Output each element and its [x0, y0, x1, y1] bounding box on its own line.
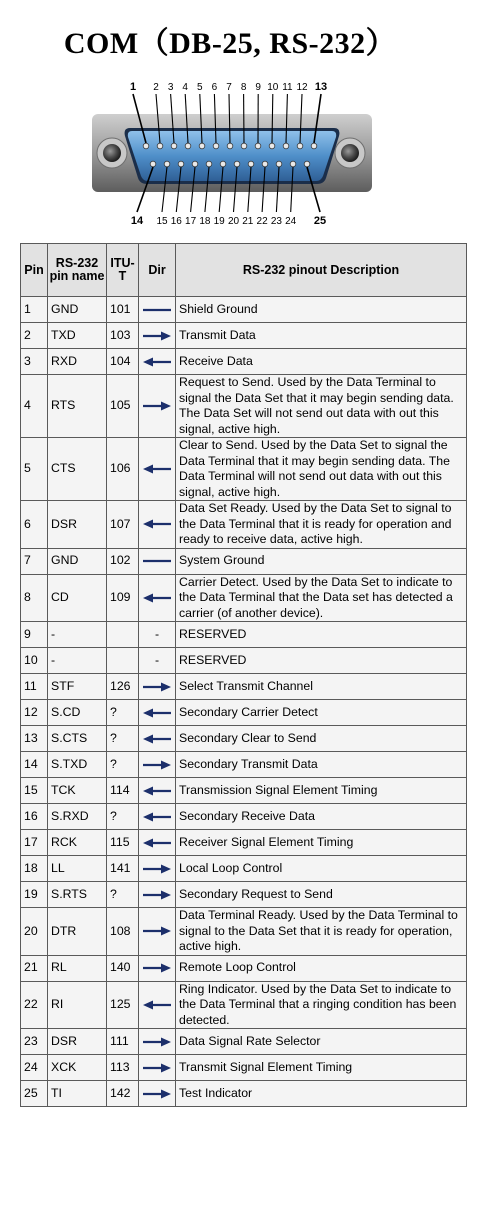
description-cell: Request to Send. Used by the Data Terminal to signal the Data Set that it may begin sending data. The Data Set will not send out data with out this signal, active high. [176, 375, 467, 438]
page-title: COM（DB-25, RS-232） [63, 27, 397, 60]
pin-number-cell: 15 [21, 778, 48, 804]
table-row [21, 375, 467, 438]
pin-hole [213, 143, 219, 149]
pin-hole [297, 143, 303, 149]
pin-label-top: 4 [182, 82, 188, 93]
direction-cell [139, 1029, 176, 1055]
description-cell: Select Transmit Channel [176, 674, 467, 700]
direction-cell [139, 323, 176, 349]
itu-t-cell: ? [107, 804, 139, 830]
pin-name-cell: CD [48, 574, 107, 622]
description-cell: Ring Indicator. Used by the Data Set to indicate to the Data Terminal that a ringing condition has been detected. [176, 981, 467, 1029]
direction-cell [139, 830, 176, 856]
pin-hole [150, 161, 156, 167]
description-cell: Data Signal Rate Selector [176, 1029, 467, 1055]
direction-cell: - [139, 622, 176, 648]
itu-t-cell: 107 [107, 501, 139, 549]
itu-t-cell: ? [107, 726, 139, 752]
itu-t-cell [107, 622, 139, 648]
direction-cell [139, 726, 176, 752]
direction-cell [139, 856, 176, 882]
description-cell: Receiver Signal Element Timing [176, 830, 467, 856]
pin-number-cell: 25 [21, 1081, 48, 1107]
pin-label-top: 10 [267, 82, 279, 93]
pin-hole [199, 143, 205, 149]
pin-hole [269, 143, 275, 149]
pin-hole [234, 161, 240, 167]
direction-cell [139, 1055, 176, 1081]
direction-cell [139, 349, 176, 375]
table-row [21, 622, 467, 648]
table-row [21, 882, 467, 908]
itu-t-cell: ? [107, 700, 139, 726]
left-screw-hole [103, 144, 121, 162]
pin-number-cell: 16 [21, 804, 48, 830]
itu-t-cell: 109 [107, 574, 139, 622]
pin-number-cell: 3 [21, 349, 48, 375]
pin-label-bottom: 18 [199, 216, 211, 227]
direction-cell [139, 674, 176, 700]
pin-label-top: 9 [255, 82, 261, 93]
description-cell: RESERVED [176, 622, 467, 648]
pin-hole [185, 143, 191, 149]
description-cell: Transmission Signal Element Timing [176, 778, 467, 804]
itu-t-cell: 142 [107, 1081, 139, 1107]
arrow-right-icon [142, 401, 172, 411]
pin-hole [192, 161, 198, 167]
pin-number-cell: 11 [21, 674, 48, 700]
arrow-right-icon [142, 963, 172, 973]
pin-label-top: 12 [296, 82, 308, 93]
pin-hole [164, 161, 170, 167]
pin-name-cell: DTR [48, 908, 107, 956]
pin-name-cell: RCK [48, 830, 107, 856]
pin-hole [178, 161, 184, 167]
pin-number-cell: 20 [21, 908, 48, 956]
itu-t-cell: 104 [107, 349, 139, 375]
pin-hole [220, 161, 226, 167]
pin-hole [227, 143, 233, 149]
table-row [21, 349, 467, 375]
itu-t-cell: 115 [107, 830, 139, 856]
pin-name-cell: TI [48, 1081, 107, 1107]
pin-label-bottom: 25 [313, 215, 327, 227]
arrow-right-icon [142, 1063, 172, 1073]
pin-number-cell: 9 [21, 622, 48, 648]
pin-hole [262, 161, 268, 167]
header-description: RS-232 pinout Description [176, 244, 467, 297]
direction-cell [139, 297, 176, 323]
table-row [21, 804, 467, 830]
pin-label-bottom: 17 [185, 216, 197, 227]
pin-name-cell: DSR [48, 501, 107, 549]
pin-number-cell: 17 [21, 830, 48, 856]
pin-name-cell: TXD [48, 323, 107, 349]
header-pin: Pin [21, 244, 48, 297]
bidirectional-line-icon [142, 556, 172, 566]
pin-number-cell: 4 [21, 375, 48, 438]
table-header-row [21, 244, 467, 297]
table-row [21, 1081, 467, 1107]
pin-hole [248, 161, 254, 167]
description-cell: Secondary Request to Send [176, 882, 467, 908]
direction-cell [139, 778, 176, 804]
direction-cell [139, 981, 176, 1029]
description-cell: Test Indicator [176, 1081, 467, 1107]
pin-number-cell: 22 [21, 981, 48, 1029]
pin-label-top: 6 [211, 82, 218, 93]
table-row [21, 574, 467, 622]
table-row [21, 908, 467, 956]
description-cell: Secondary Receive Data [176, 804, 467, 830]
direction-cell [139, 882, 176, 908]
table-row [21, 674, 467, 700]
itu-t-cell: 101 [107, 297, 139, 323]
direction-cell [139, 501, 176, 549]
pin-name-cell: RL [48, 955, 107, 981]
table-row [21, 548, 467, 574]
pin-label-top: 1 [129, 81, 137, 93]
itu-t-cell: 111 [107, 1029, 139, 1055]
itu-t-cell: 141 [107, 856, 139, 882]
pin-name-cell: S.CTS [48, 726, 107, 752]
pin-number-cell: 10 [21, 648, 48, 674]
description-cell: Clear to Send. Used by the Data Set to signal the Data Terminal that it may begin sending data. The Data Terminal will not send out data with out this signal, active high. [176, 438, 467, 501]
table-row [21, 726, 467, 752]
direction-cell [139, 574, 176, 622]
table-row [21, 981, 467, 1029]
pin-label-bottom: 23 [270, 216, 282, 227]
pin-number-cell: 8 [21, 574, 48, 622]
arrow-right-icon [142, 864, 172, 874]
pin-name-cell: - [48, 648, 107, 674]
pin-hole [290, 161, 296, 167]
pin-name-cell: CTS [48, 438, 107, 501]
description-cell: Local Loop Control [176, 856, 467, 882]
table-row [21, 700, 467, 726]
arrow-left-icon [142, 593, 172, 603]
arrow-right-icon [142, 890, 172, 900]
table-row [21, 438, 467, 501]
pin-hole [157, 143, 163, 149]
pin-hole [283, 143, 289, 149]
header-direction: Dir [139, 244, 176, 297]
table-row [21, 1055, 467, 1081]
pin-hole [143, 143, 149, 149]
direction-cell [139, 955, 176, 981]
arrow-left-icon [142, 519, 172, 529]
arrow-left-icon [142, 812, 172, 822]
pin-name-cell: RI [48, 981, 107, 1029]
arrow-right-icon [142, 1037, 172, 1047]
arrow-left-icon [142, 786, 172, 796]
pin-name-cell: S.RTS [48, 882, 107, 908]
bidirectional-line-icon [142, 305, 172, 315]
table-row [21, 1029, 467, 1055]
top-pin-labels [130, 81, 327, 93]
arrow-left-icon [142, 357, 172, 367]
pin-label-top: 2 [153, 82, 159, 93]
header-pin-name: RS-232 pin name [48, 244, 107, 297]
db25-connector-illustration [0, 76, 494, 236]
description-cell: Data Set Ready. Used by the Data Set to signal to the Data Terminal that it is ready for operation and ready to receive data, active high. [176, 501, 467, 549]
itu-t-cell: ? [107, 882, 139, 908]
arrow-left-icon [142, 708, 172, 718]
pin-label-top: 3 [167, 82, 174, 93]
pin-number-cell: 21 [21, 955, 48, 981]
table-row [21, 323, 467, 349]
pin-name-cell: S.CD [48, 700, 107, 726]
pin-number-cell: 2 [21, 323, 48, 349]
pin-label-top: 5 [197, 82, 203, 93]
pin-label-bottom: 22 [256, 216, 268, 227]
description-cell: Secondary Clear to Send [176, 726, 467, 752]
header-itu-t: ITU-T [107, 244, 139, 297]
pin-number-cell: 5 [21, 438, 48, 501]
description-cell: Transmit Signal Element Timing [176, 1055, 467, 1081]
pin-number-cell: 14 [21, 752, 48, 778]
description-cell: Secondary Transmit Data [176, 752, 467, 778]
pin-hole [276, 161, 282, 167]
itu-t-cell: 102 [107, 548, 139, 574]
right-screw-hole [341, 144, 359, 162]
pin-name-cell: RXD [48, 349, 107, 375]
pin-label-bottom: 15 [156, 216, 168, 227]
pin-number-cell: 13 [21, 726, 48, 752]
table-row [21, 778, 467, 804]
direction-cell [139, 700, 176, 726]
pin-name-cell: GND [48, 548, 107, 574]
table-row [21, 648, 467, 674]
table-row [21, 297, 467, 323]
itu-t-cell: 125 [107, 981, 139, 1029]
direction-cell [139, 375, 176, 438]
pin-hole [171, 143, 177, 149]
bottom-pin-labels [131, 215, 326, 227]
pin-number-cell: 18 [21, 856, 48, 882]
arrow-left-icon [142, 464, 172, 474]
itu-t-cell: 106 [107, 438, 139, 501]
direction-cell [139, 1081, 176, 1107]
pinout-table-body [21, 297, 467, 1107]
itu-t-cell: 108 [107, 908, 139, 956]
table-row [21, 501, 467, 549]
itu-t-cell: 103 [107, 323, 139, 349]
pin-number-cell: 23 [21, 1029, 48, 1055]
table-row [21, 830, 467, 856]
pin-hole [311, 143, 317, 149]
table-row [21, 856, 467, 882]
pin-label-bottom: 21 [242, 216, 254, 227]
arrow-left-icon [142, 734, 172, 744]
arrow-right-icon [142, 331, 172, 341]
pin-label-bottom: 14 [130, 215, 144, 227]
table-row [21, 955, 467, 981]
pin-name-cell: DSR [48, 1029, 107, 1055]
pin-name-cell: STF [48, 674, 107, 700]
pin-number-cell: 7 [21, 548, 48, 574]
itu-t-cell: 140 [107, 955, 139, 981]
description-cell: RESERVED [176, 648, 467, 674]
arrow-left-icon [142, 838, 172, 848]
arrow-right-icon [142, 682, 172, 692]
pin-name-cell: S.RXD [48, 804, 107, 830]
pin-hole [255, 143, 261, 149]
pin-label-bottom: 19 [213, 216, 225, 227]
direction-cell: - [139, 648, 176, 674]
description-cell: Receive Data [176, 349, 467, 375]
arrow-right-icon [142, 1089, 172, 1099]
pin-label-top: 7 [226, 82, 232, 93]
itu-t-cell: ? [107, 752, 139, 778]
description-cell: Carrier Detect. Used by the Data Set to indicate to the Data Terminal that the Data set has detected a carrier (of another device). [176, 574, 467, 622]
pinout-table [20, 243, 467, 1107]
pin-label-top: 13 [314, 81, 328, 93]
itu-t-cell [107, 648, 139, 674]
direction-cell [139, 908, 176, 956]
description-cell: System Ground [176, 548, 467, 574]
pin-label-bottom: 24 [285, 216, 297, 227]
pin-number-cell: 1 [21, 297, 48, 323]
pin-hole [206, 161, 212, 167]
table-row [21, 752, 467, 778]
pin-hole [304, 161, 310, 167]
pin-name-cell: LL [48, 856, 107, 882]
pin-hole [241, 143, 247, 149]
arrow-left-icon [142, 1000, 172, 1010]
pin-name-cell: S.TXD [48, 752, 107, 778]
pin-label-bottom: 16 [170, 216, 182, 227]
itu-t-cell: 105 [107, 375, 139, 438]
pin-name-cell: RTS [48, 375, 107, 438]
direction-cell [139, 438, 176, 501]
direction-cell [139, 548, 176, 574]
description-cell: Data Terminal Ready. Used by the Data Terminal to signal to the Data Set that it is ready for operation, active high. [176, 908, 467, 956]
description-cell: Transmit Data [176, 323, 467, 349]
arrow-right-icon [142, 926, 172, 936]
itu-t-cell: 126 [107, 674, 139, 700]
arrow-right-icon [142, 760, 172, 770]
pin-name-cell: GND [48, 297, 107, 323]
pin-number-cell: 6 [21, 501, 48, 549]
pin-number-cell: 19 [21, 882, 48, 908]
itu-t-cell: 114 [107, 778, 139, 804]
pin-name-cell: XCK [48, 1055, 107, 1081]
pin-label-bottom: 20 [227, 216, 240, 227]
pin-label-top: 8 [240, 82, 247, 93]
pin-label-top: 11 [282, 82, 293, 93]
itu-t-cell: 113 [107, 1055, 139, 1081]
description-cell: Shield Ground [176, 297, 467, 323]
direction-cell [139, 804, 176, 830]
pin-number-cell: 12 [21, 700, 48, 726]
pin-name-cell: TCK [48, 778, 107, 804]
pin-number-cell: 24 [21, 1055, 48, 1081]
description-cell: Remote Loop Control [176, 955, 467, 981]
pin-name-cell: - [48, 622, 107, 648]
description-cell: Secondary Carrier Detect [176, 700, 467, 726]
direction-cell [139, 752, 176, 778]
